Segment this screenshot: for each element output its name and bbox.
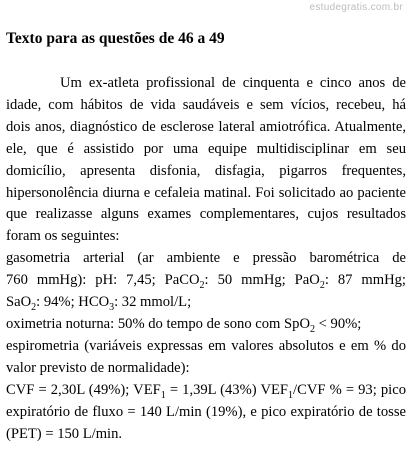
spirometry-line: espirometria (variáveis expressas em valores absolutos e em % do <box>6 337 406 354</box>
paragraph-line: dois anos, diagnóstico de esclerose lateral amiotrófica. Atualmente, <box>6 118 406 135</box>
spirometry-line: expiratório de fluxo = 140 L/min (19%), e pico expiratório de tosse <box>6 403 406 420</box>
paragraph-line: hipersonolência diurna e cefaleia matinal. Foi solicitado ao paciente <box>6 184 406 201</box>
paragraph-line: ele, que é assistido por uma equipe multidisciplinar em seu <box>6 140 406 157</box>
paragraph-line: idade, com hábitos de vida saudáveis e sem vícios, recebeu, há <box>6 96 406 113</box>
section-heading: Texto para as questões de 46 a 49 <box>6 30 225 47</box>
spirometry-line: valor previsto de normalidade): <box>6 359 190 376</box>
paragraph-line: Um ex-atleta profissional de cinquenta e cinco anos de <box>60 75 406 91</box>
oximetry-line: oximetria noturna: 50% do tempo de sono com SpO$_2$ < 90%; <box>6 315 362 335</box>
gasometry-line: gasometria arterial (ar ambiente e pressão barométrica de <box>6 250 406 267</box>
paragraph-line: que realizasse alguns exames complementares, cujos resultados <box>6 206 406 223</box>
paragraph-line: foram os seguintes: <box>6 228 120 245</box>
gasometry-line: SaO$_2$: 94%; $HCO_3$: 32 mmol/L; <box>6 294 192 313</box>
paragraph-line: domicílio, apresenta disfonia, disfagia, pigarros frequentes, <box>6 162 406 179</box>
case-text <box>6 73 406 445</box>
spirometry-line: (PET) = 150 L/min. <box>6 425 123 442</box>
site-watermark: estudegratis.com.br <box>309 2 403 13</box>
spirometry-line: CVF = 2,30L (49%); $VEF_1 = 1,39L$ (43%) $VEF_1$/CVF % = 93; pico <box>6 381 406 401</box>
gasometry-line: 760 mmHg): pH: 7,45; PaCO$_2$: 50 mmHg; PaO$_2$: 87 mmHg; <box>6 272 406 292</box>
